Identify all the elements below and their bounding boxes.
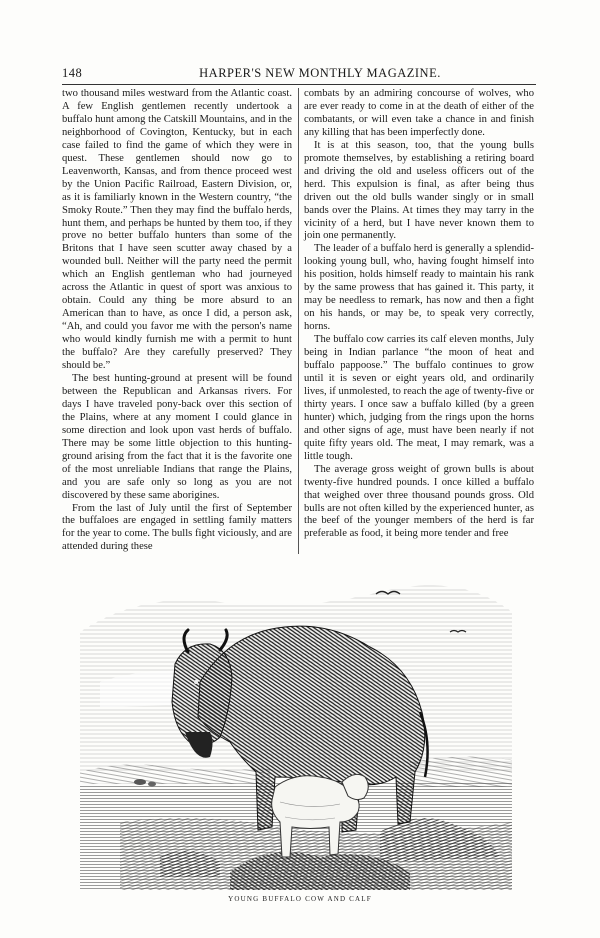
paragraph: combats by an admiring concourse of wolves, who are ever ready to come in at the death of either of the combatants, or will even take a chance in and finish any killing that has been imperfectly done. [304,88,534,138]
left-column [62,88,292,554]
paragraph: The leader of a buffalo herd is generally a splendid-looking young bull, who, having fought himself into his position, holds himself ready to maintain his rank by the same prowess that has gained it. This party, it may be needless to remark, has now and then a fight on his hands, or may be, to speak very correctly, horns. [304,243,534,333]
paragraph: From the last of July until the first of September the buffaloes are engaged in settling family matters for the year to come. The bulls fight viciously, and are attended during these [62,502,292,553]
header-rule [62,84,536,85]
paragraph: It is at this season, too, that the young bulls promote themselves, by establishing a retiring board and driving the old and useless officers out of the herd. This expulsion is final, as after being thus driven out the old bulls wander singly or in small bands over the Plains. At times they may tarry in the vicinity of a herd, but I have never known them to join one permanently. [304,139,534,242]
paragraph: The best hunting-ground at present will be found between the Republican and Arkansas rivers. For days I have traveled pony-back over this section of the Plains, where at any moment I could glance in some direction and look upon vast herds of buffalo. There may be some little objection to this hunting-ground arising from the fact that it is the favorite one of the most unreliable Indians that range the Plains, and you are safe only so long as you are not discovered by these same aborigines. [62,372,292,501]
right-column [304,88,534,541]
illustration-caption: YOUNG BUFFALO COW AND CALF [228,895,372,903]
running-head: HARPER'S NEW MONTHLY MAGAZINE. [199,66,441,80]
buffalo-engraving [80,572,512,890]
column-divider [298,88,299,554]
paragraph: The average gross weight of grown bulls is about twenty-five hundred pounds. I once killed a buffalo that weighed over three thousand pounds gross. Old bulls are not often killed by the experienced hunter, as the beef of the younger members of the herd is far preferable as food, it being more tender and free [304,463,534,540]
paragraph: two thousand miles westward from the Atlantic coast. A few English gentlemen recently undertook a buffalo hunt among the Catskill Mountains, and in the neighborhood of Covington, Kentucky, but in each case failed to find the game of which they were in quest. These gentlemen should now go to Leavenworth, Kansas, and from thence proceed west by the Union Pacific Railroad, Eastern Division, or, as it is familiarly known in the Western country, “the Smoky Route.” Then they may find the buffalo herds, hunt them, and perhaps be hunted by them too, if they prove no better buffalo hunters than some of the Britons that I have seen scutter away chased by a wounded bull. Neither will the party need the permit which an English gentleman who had journeyed across the Atlantic in quest of sport was anxious to obtain. Could any thing be more absurd to an American than to have, as once I did, a person ask, “Ah, and could you favor me with the person's name who would kindly furnish me with a permit to hunt the buffalo? Are they carefully preserved? They should be.” [62,88,292,372]
paragraph: The buffalo cow carries its calf eleven months, July being in Indian parlance “the moon of heat and buffalo pappoose.” The buffalo continues to grow until it is seven or eight years old, and ordinarily lives, if unmolested, to reach the age of twenty-five or thirty years. I once saw a buffalo killed (by a green hunter) which, judging from the rings upon the horns and other signs of age, must have been nearly if not quite fifty years old. The meat, I may remark, was a little tough. [304,334,534,462]
page-number: 148 [62,66,83,80]
page-header [62,66,536,82]
